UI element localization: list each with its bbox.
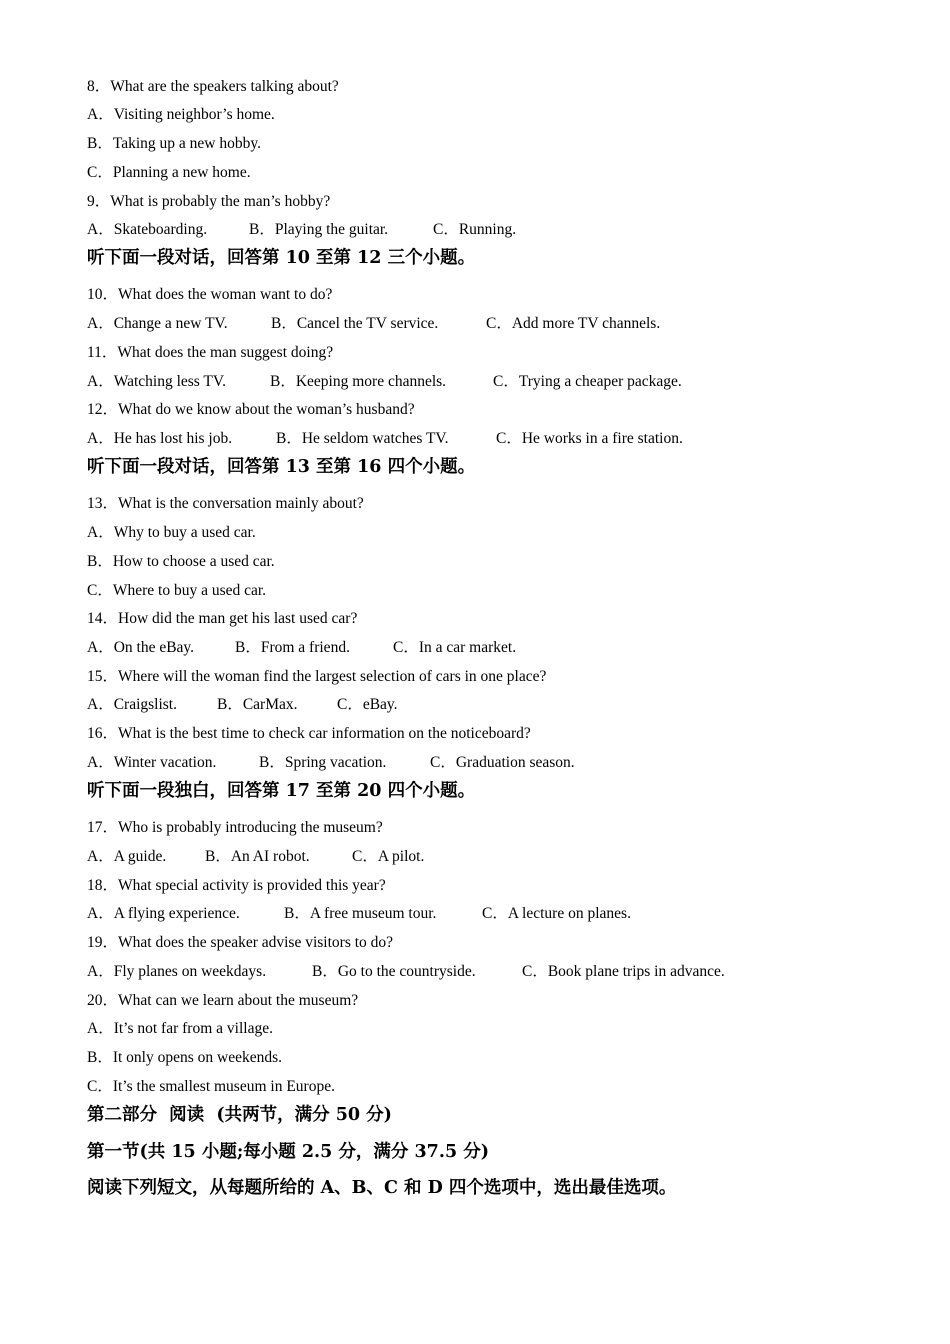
question-19-option-c: C．Book plane trips in advance. bbox=[522, 963, 725, 980]
question-10-option-a: A．Change a new TV. bbox=[87, 315, 228, 332]
question-14-options bbox=[87, 638, 516, 658]
question-9-option-c: C．Running. bbox=[433, 221, 517, 238]
question-18-stem: 18．What special activity is provided this year? bbox=[87, 877, 386, 894]
question-18-option-b: B．A free museum tour. bbox=[284, 905, 437, 922]
question-17-option-a: A．A guide. bbox=[87, 848, 167, 865]
question-17-stem: 17．Who is probably introducing the museum? bbox=[87, 819, 383, 836]
question-8-option-b: B．Taking up a new hobby. bbox=[87, 135, 261, 152]
question-14-option-b: B．From a friend. bbox=[235, 639, 350, 656]
question-15-option-b: B．CarMax. bbox=[217, 696, 298, 713]
section-heading-13-16: 听下面一段对话，回答第 13 至第 16 四个小题。 bbox=[87, 457, 476, 477]
question-14-option-a: A．On the eBay. bbox=[87, 639, 195, 656]
question-16-stem: 16．What is the best time to check car information on the noticeboard? bbox=[87, 725, 531, 742]
question-20-option-a: A．It’s not far from a village. bbox=[87, 1020, 273, 1037]
question-20-stem: 20．What can we learn about the museum? bbox=[87, 992, 359, 1009]
question-16-options bbox=[87, 753, 575, 773]
question-15-option-c: C．eBay. bbox=[337, 696, 398, 713]
question-9-stem: 9．What is probably the man’s hobby? bbox=[87, 193, 331, 210]
question-16-option-a: A．Winter vacation. bbox=[87, 754, 217, 771]
question-12-options bbox=[87, 429, 683, 449]
question-14-option-c: C．In a car market. bbox=[393, 639, 517, 656]
question-11-stem: 11．What does the man suggest doing? bbox=[87, 344, 334, 361]
question-13-stem: 13．What is the conversation mainly about? bbox=[87, 495, 364, 512]
question-18-option-a: A．A flying experience. bbox=[87, 905, 240, 922]
question-15-options bbox=[87, 695, 398, 715]
question-17-option-b: B．An AI robot. bbox=[205, 848, 310, 865]
question-11-option-c: C．Trying a cheaper package. bbox=[493, 373, 682, 390]
question-12-option-c: C．He works in a fire station. bbox=[496, 430, 683, 447]
question-10-options bbox=[87, 314, 660, 334]
question-15-stem: 15．Where will the woman find the largest selection of cars in one place? bbox=[87, 668, 547, 685]
question-12-stem: 12．What do we know about the woman’s husband? bbox=[87, 401, 415, 418]
question-16-option-b: B．Spring vacation. bbox=[259, 754, 387, 771]
question-9-options bbox=[87, 220, 516, 240]
question-11-option-b: B．Keeping more channels. bbox=[270, 373, 447, 390]
question-20-option-b: B．It only opens on weekends. bbox=[87, 1049, 283, 1066]
question-17-options bbox=[87, 847, 424, 867]
question-19-stem: 19．What does the speaker advise visitors to do? bbox=[87, 934, 394, 951]
question-8-option-a: A．Visiting neighbor’s home. bbox=[87, 106, 275, 123]
question-20-option-c: C．It’s the smallest museum in Europe. bbox=[87, 1078, 335, 1095]
question-13-option-a: A．Why to buy a used car. bbox=[87, 524, 256, 541]
question-12-option-a: A．He has lost his job. bbox=[87, 430, 233, 447]
question-12-option-b: B．He seldom watches TV. bbox=[276, 430, 449, 447]
question-19-option-a: A．Fly planes on weekdays. bbox=[87, 963, 267, 980]
question-13-option-b: B．How to choose a used car. bbox=[87, 553, 275, 570]
question-8-option-c: C．Planning a new home. bbox=[87, 164, 251, 181]
question-10-option-c: C．Add more TV channels. bbox=[486, 315, 661, 332]
question-19-option-b: B．Go to the countryside. bbox=[312, 963, 476, 980]
question-9-option-a: A．Skateboarding. bbox=[87, 221, 208, 238]
question-17-option-c: C．A pilot. bbox=[352, 848, 425, 865]
reading-instructions: 阅读下列短文，从每题所给的 A、B、C 和 D 四个选项中，选出最佳选项。 bbox=[87, 1178, 677, 1198]
question-10-stem: 10．What does the woman want to do? bbox=[87, 286, 333, 303]
question-9-option-b: B．Playing the guitar. bbox=[249, 221, 389, 238]
question-16-option-c: C．Graduation season. bbox=[430, 754, 575, 771]
section-heading-17-20: 听下面一段独白，回答第 17 至第 20 四个小题。 bbox=[87, 781, 476, 801]
question-15-option-a: A．Craigslist. bbox=[87, 696, 177, 713]
question-8-stem: 8．What are the speakers talking about? bbox=[87, 78, 339, 95]
question-19-options bbox=[87, 962, 725, 982]
question-10-option-b: B．Cancel the TV service. bbox=[271, 315, 439, 332]
question-14-stem: 14．How did the man get his last used car? bbox=[87, 610, 358, 627]
question-18-option-c: C．A lecture on planes. bbox=[482, 905, 631, 922]
question-11-options bbox=[87, 372, 682, 392]
question-13-option-c: C．Where to buy a used car. bbox=[87, 582, 267, 599]
question-11-option-a: A．Watching less TV. bbox=[87, 373, 226, 390]
section-heading-10-12: 听下面一段对话，回答第 10 至第 12 三个小题。 bbox=[87, 248, 476, 268]
section-one-heading: 第一节(共 15 小题;每小题 2.5 分，满分 37.5 分) bbox=[87, 1142, 489, 1162]
question-18-options bbox=[87, 904, 631, 924]
part-two-heading: 第二部分 阅读 (共两节，满分 50 分) bbox=[87, 1105, 392, 1125]
